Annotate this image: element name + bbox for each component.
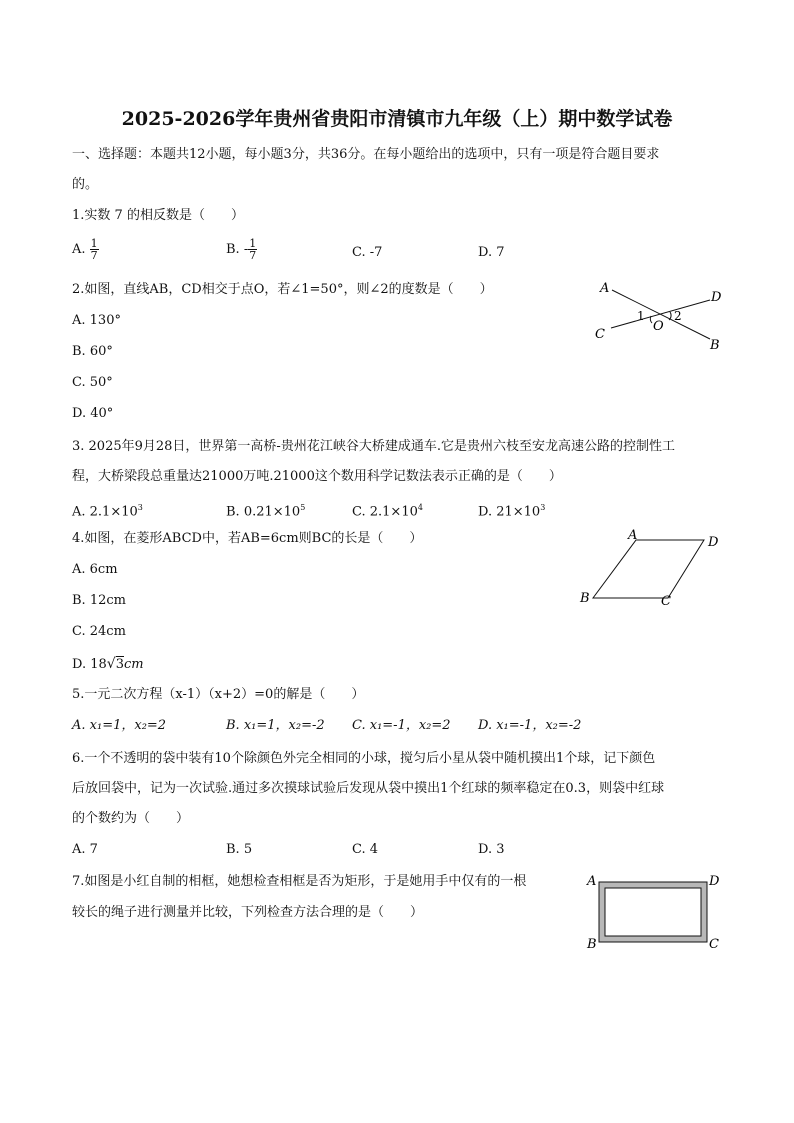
q2-option-d: D. 40°: [72, 406, 114, 421]
label-a: A: [587, 874, 597, 889]
label-b: B: [710, 338, 720, 353]
q6-stem-line1: 6.一个不透明的袋中装有10个除颜色外完全相同的小球，搅匀后小星从袋中随机摸出1个球，记下颜色: [72, 751, 656, 766]
label-d: D: [708, 535, 719, 550]
label-angle-2: 2: [674, 309, 682, 323]
section-instructions-line1: 一、选择题：本题共12小题，每小题3分，共36分。在每小题给出的选项中，只有一项是符合题目要求: [72, 147, 660, 162]
q3-stem-line1: 3. 2025年9月28日，世界第一高桥-贵州花江峡谷大桥建成通车.它是贵州六枝至安龙高速公路的控制性工: [72, 439, 675, 454]
q6-stem-line3: 的个数约为（ ）: [72, 811, 190, 826]
q5-option-d: D. x₁=-1，x₂=-2: [478, 718, 582, 733]
q3-option-c: C. $2.1\times 10^4$: [352, 503, 423, 520]
q4-rhombus-figure: [572, 524, 732, 610]
frame-inner: [605, 888, 701, 936]
q1-option-a-fraction: $\frac{1}{7}$: [90, 237, 98, 262]
q6-option-c: C. 4: [352, 842, 379, 857]
q5-option-b: B. x₁=1，x₂=-2: [226, 718, 325, 733]
q4-option-c: C. 24cm: [72, 624, 126, 639]
label-angle-1: 1: [637, 309, 645, 323]
q6-stem-line2: 后放回袋中，记为一次试验.通过多次摸球试验后发现从袋中摸出1个红球的频率稳定在0.3，则袋中红球: [72, 781, 665, 796]
q1-option-a: A. $\frac{1}{7}$: [72, 237, 98, 262]
label-o: O: [653, 319, 664, 334]
q3-option-d: D. $21\times 10^3$: [478, 503, 546, 520]
q4-stem: 4.如图，在菱形ABCD中，若AB=6cm则BC的长是（ ）: [72, 531, 423, 546]
q5-stem: 5.一元二次方程（x-1）（x+2）=0的解是（ ）: [72, 687, 365, 702]
q1-option-c: C. -7: [352, 245, 383, 260]
q6-option-a: A. 7: [72, 842, 98, 857]
label-b: B: [580, 591, 590, 606]
label-b: B: [587, 937, 597, 952]
label-c: C: [709, 937, 719, 952]
q7-stem-line2: 较长的绳子进行测量并比较，下列检查方法合理的是（ ）: [72, 905, 424, 920]
q3-option-b: B. $0.21\times 10^5$: [226, 503, 306, 520]
q1-option-b-fraction: $\frac{1}{7}$: [249, 237, 257, 262]
q1-stem: 1.实数 7 的相反数是（ ）: [72, 208, 244, 223]
q2-option-a: A. 130°: [72, 313, 121, 328]
q6-option-d: D. 3: [478, 842, 505, 857]
label-c: C: [661, 594, 671, 609]
q1-option-b: B. - $\frac{1}{7}$: [226, 237, 257, 262]
rhombus-abcd: [593, 540, 704, 598]
q5-option-c: C. x₁=-1，x₂=2: [352, 718, 451, 733]
q2-option-b: B. 60°: [72, 344, 113, 359]
label-a: A: [628, 528, 638, 543]
q2-stem: 2.如图，直线AB，CD相交于点O，若∠1=50°，则∠2的度数是（ ）: [72, 282, 493, 297]
label-a: A: [600, 281, 610, 296]
page-title: 2025-2026学年贵州省贵阳市清镇市九年级（上）期中数学试卷: [121, 108, 673, 130]
q4-option-d: D. 18√3cm: [72, 656, 144, 672]
q4-option-b: B. 12cm: [72, 593, 126, 608]
section-instructions-line2: 的。: [72, 177, 99, 192]
q3-option-a: A. $2.1\times 10^3$: [72, 503, 143, 520]
q4-option-a: A. 6cm: [72, 562, 118, 577]
q6-option-b: B. 5: [226, 842, 253, 857]
label-d: D: [709, 874, 720, 889]
q5-option-a: A. x₁=1，x₂=2: [72, 718, 167, 733]
q1-option-d: D. 7: [478, 245, 505, 260]
q3-stem-line2: 程，大桥梁段总重量达21000万吨.21000这个数用科学记数法表示正确的是（ ）: [72, 469, 562, 484]
label-d: D: [711, 290, 722, 305]
q7-stem-line1: 7.如图是小红自制的相框，她想检查相框是否为矩形，于是她用手中仅有的一根: [72, 874, 527, 889]
q2-option-c: C. 50°: [72, 375, 113, 390]
q7-picture-frame-figure: [584, 870, 724, 954]
q2-intersecting-lines-figure: [590, 276, 730, 356]
label-c: C: [595, 327, 605, 342]
